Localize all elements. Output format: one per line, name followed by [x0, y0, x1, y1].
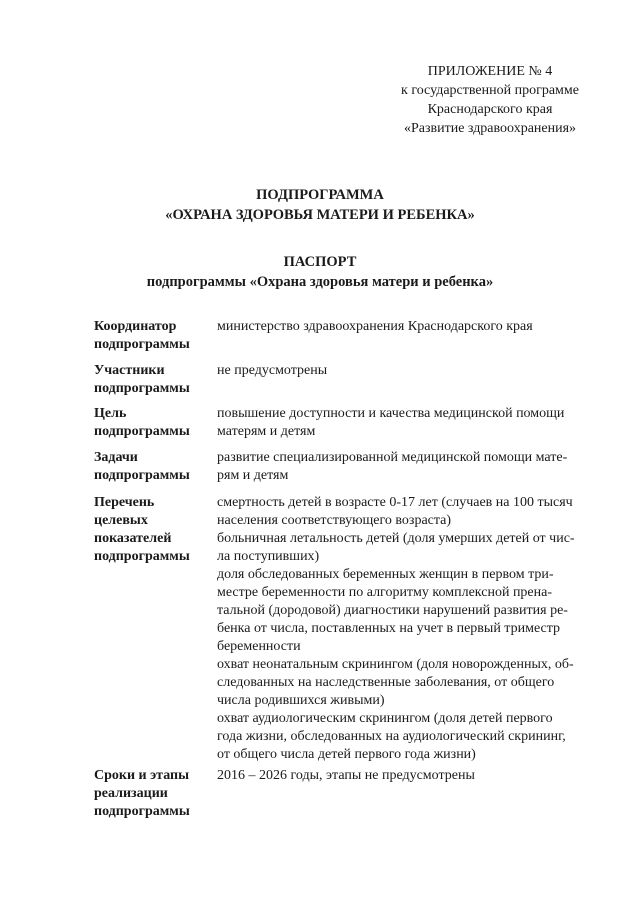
- row-label: Цель подпрограммы: [94, 406, 190, 439]
- passport-line: ПАСПОРТ: [283, 254, 357, 270]
- subprogram-title: [0, 185, 640, 225]
- row-label: Координатор подпрограммы: [94, 319, 190, 352]
- annex-line: Краснодарского края: [427, 102, 553, 117]
- passport-line: подпрограммы «Охрана здоровья матери и ребенка»: [146, 274, 494, 290]
- row-value: 2016 – 2026 годы, этапы не предусмотрены: [217, 768, 475, 783]
- row-value: не предусмотрены: [217, 363, 328, 378]
- row-label: Участники подпрограммы: [94, 363, 190, 396]
- row-label: Перечень целевых показателей подпрограммы: [94, 495, 190, 564]
- row-value: смертность детей в возрасте 0-17 лет (случаев на 100 тысяч населения соответствующего возраста) больничная летальность детей (доля умерших детей от чис- ла поступивших) доля обследованных беременных женщин в первом три- местре беременности по алгоритму комплексной прена- тальной (дородовой) диагностики нарушений развития ре- бенка от числа, поставленных на учет в первый триместр беременности охват неонатальным скринингом (доля новорожденных, об- следованных на наследственные заболевания, от общего числа родившихся живыми) охват аудиологическим скринингом (доля детей первого года жизни, обследованных на аудиологический скрининг, от общего числа детей первого года жизни): [217, 495, 575, 762]
- annex-line: «Развитие здравоохранения»: [403, 121, 577, 136]
- row-value: министерство здравоохранения Краснодарского края: [217, 319, 533, 334]
- title-line: ПОДПРОГРАММА: [256, 187, 384, 203]
- title-line: «ОХРАНА ЗДОРОВЬЯ МАТЕРИ И РЕБЕНКА»: [165, 207, 475, 223]
- row-label: Задачи подпрограммы: [94, 450, 190, 483]
- annex-header: [370, 62, 610, 138]
- row-value: повышение доступности и качества медицинской помощи матерям и детям: [217, 406, 565, 439]
- row-value: развитие специализированной медицинской помощи мате- рям и детям: [217, 450, 568, 483]
- annex-line: к государственной программе: [401, 83, 579, 98]
- row-label: Сроки и этапы реализации подпрограммы: [94, 768, 190, 819]
- annex-line: ПРИЛОЖЕНИЕ № 4: [427, 64, 553, 79]
- passport-heading: [0, 252, 640, 292]
